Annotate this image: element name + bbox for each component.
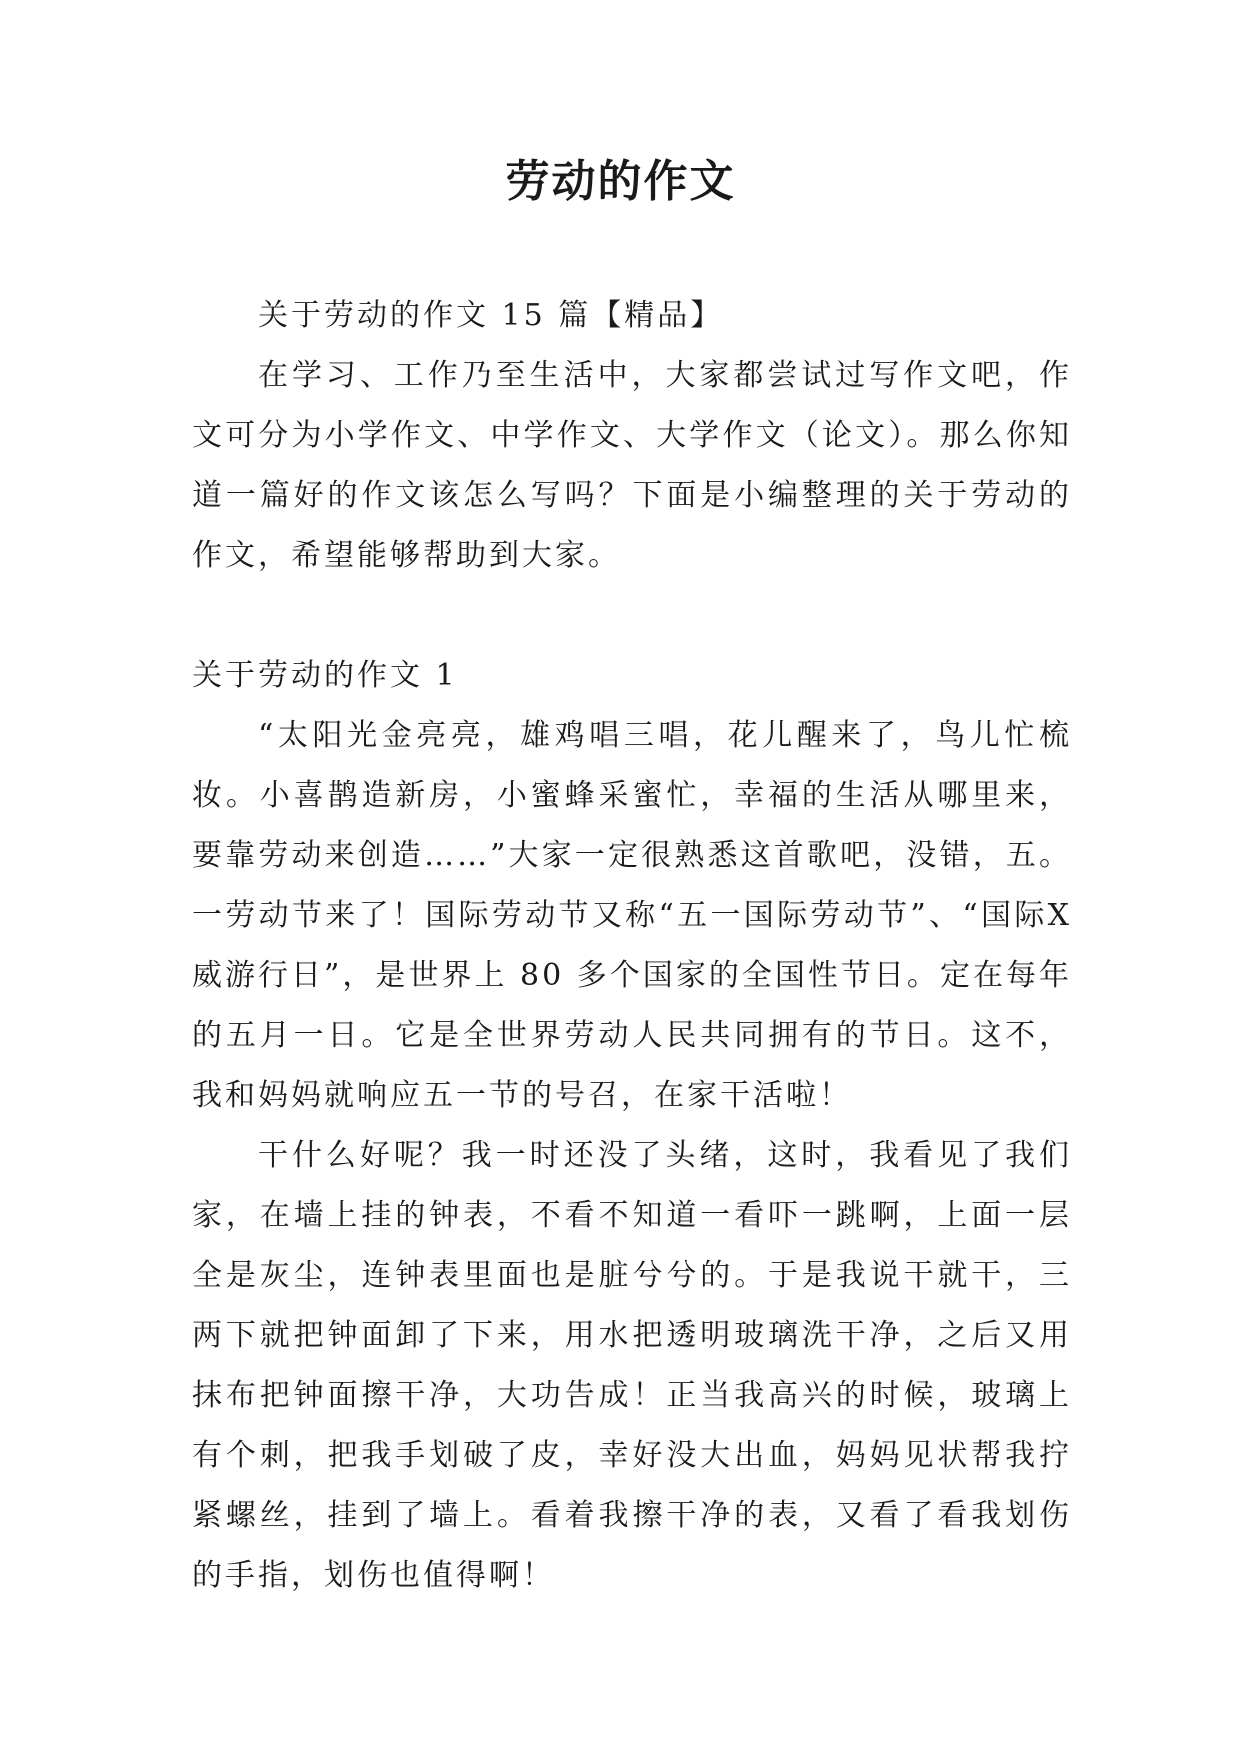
document-body [192, 286, 1072, 1606]
document-subtitle: 关于劳动的作文 15 篇【精品】 [258, 298, 724, 333]
body-paragraph: “太阳光金亮亮，雄鸡唱三唱，花儿醒来了，鸟儿忙梳妆。小喜鹊造新房，小蜜蜂采蜜忙，幸福的生活从哪里来，要靠劳动来创造……”大家一定很熟悉这首歌吧，没错，五。一劳动节来了！国际劳动节又称“五一国际劳动节”、“国际X 威游行日”，是世界上 80 多个国家的全国性节日。定在每年的五月一日。它是全世界劳动人民共同拥有的节日。这不，我和妈妈就响应五一节的号召，在家干活啦！ [192, 718, 1072, 1113]
intro-paragraph: 在学习、工作乃至生活中，大家都尝试过写作文吧，作文可分为小学作文、中学作文、大学作文（论文）。那么你知道一篇好的作文该怎么写吗？下面是小编整理的关于劳动的作文，希望能够帮助到大家。 [192, 358, 1072, 573]
section-heading: 关于劳动的作文 1 [192, 658, 458, 693]
body-paragraph: 干什么好呢？我一时还没了头绪，这时，我看见了我们家，在墙上挂的钟表，不看不知道一看吓一跳啊，上面一层全是灰尘，连钟表里面也是脏兮兮的。于是我说干就干，三两下就把钟面卸了下来，用水把透明玻璃洗干净，之后又用抹布把钟面擦干净，大功告成！正当我高兴的时候，玻璃上有个刺，把我手划破了皮，幸好没大出血，妈妈见状帮我拧紧螺丝，挂到了墙上。看着我擦干净的表，又看了看我划伤的手指，划伤也值得啊！ [192, 1138, 1072, 1593]
document-title: 劳动的作文 [505, 156, 736, 207]
